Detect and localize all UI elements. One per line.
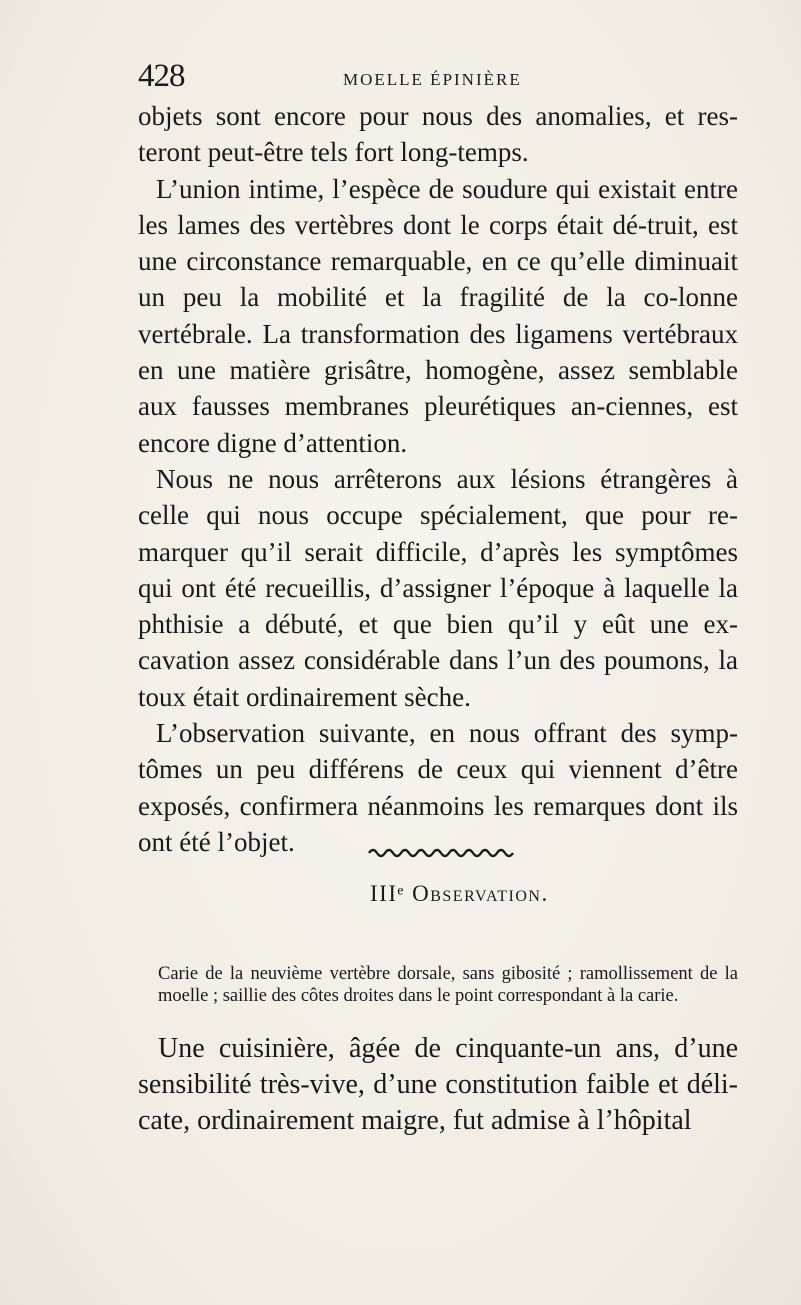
- running-title: MOELLE ÉPINIÈRE: [343, 70, 522, 89]
- paragraph-observation-suivante: L’observation suivante, en nous offrant des symp-tômes un peu différens de ceux qui viennent d’être exposés, confirmera néanmoins les remarques dont ils ont été l’objet.: [138, 718, 738, 857]
- running-head: [138, 58, 738, 98]
- paragraph-lesions: Nous ne nous arrêterons aux lésions étrangères à celle qui nous occupe spécialement, que pour re-marquer qu’il serait difficile, d’après les symptômes qui ont été recueillis, d’assigner l’époque à laquelle la phthisie a débuté, et que bien qu’il y eût une ex-cavation assez considérable dans l’un des poumons, la toux était ordinairement sèche.: [138, 463, 738, 712]
- section-heading: IIIᵉ Observation.: [370, 881, 549, 906]
- paragraph-union-intime: L’union intime, l’espèce de soudure qui existait entre les lames des vertèbres dont le corps était dé-truit, est une circonstance remarquable, en ce qu’elle diminuait un peu la mobilité et la fragilité de la co-lonne vertébrale. La transformation des ligamens vertébraux en une matière grisâtre, homogène, assez semblable aux fausses membranes pleurétiques an-ciennes, est encore digne d’attention.: [138, 173, 738, 458]
- body-text: [138, 98, 738, 860]
- narrative-paragraph: Une cuisinière, âgée de cinquante-un ans, d’une sensibilité très-vive, d’une constitution faible et déli-cate, ordinairement maigre, fut admise à l’hôpital: [138, 1033, 738, 1136]
- section-summary: Carie de la neuvième vertèbre dorsale, sans gibosité ; ramollissement de la moelle ; saillie des côtes droites dans le point correspondant à la carie.: [158, 963, 738, 1006]
- page-number: 428: [138, 58, 185, 94]
- wavy-ornament-divider: [367, 846, 515, 860]
- paragraph-continuation: objets sont encore pour nous des anomalies, et res-teront peut-être tels fort long-temps.: [138, 101, 738, 168]
